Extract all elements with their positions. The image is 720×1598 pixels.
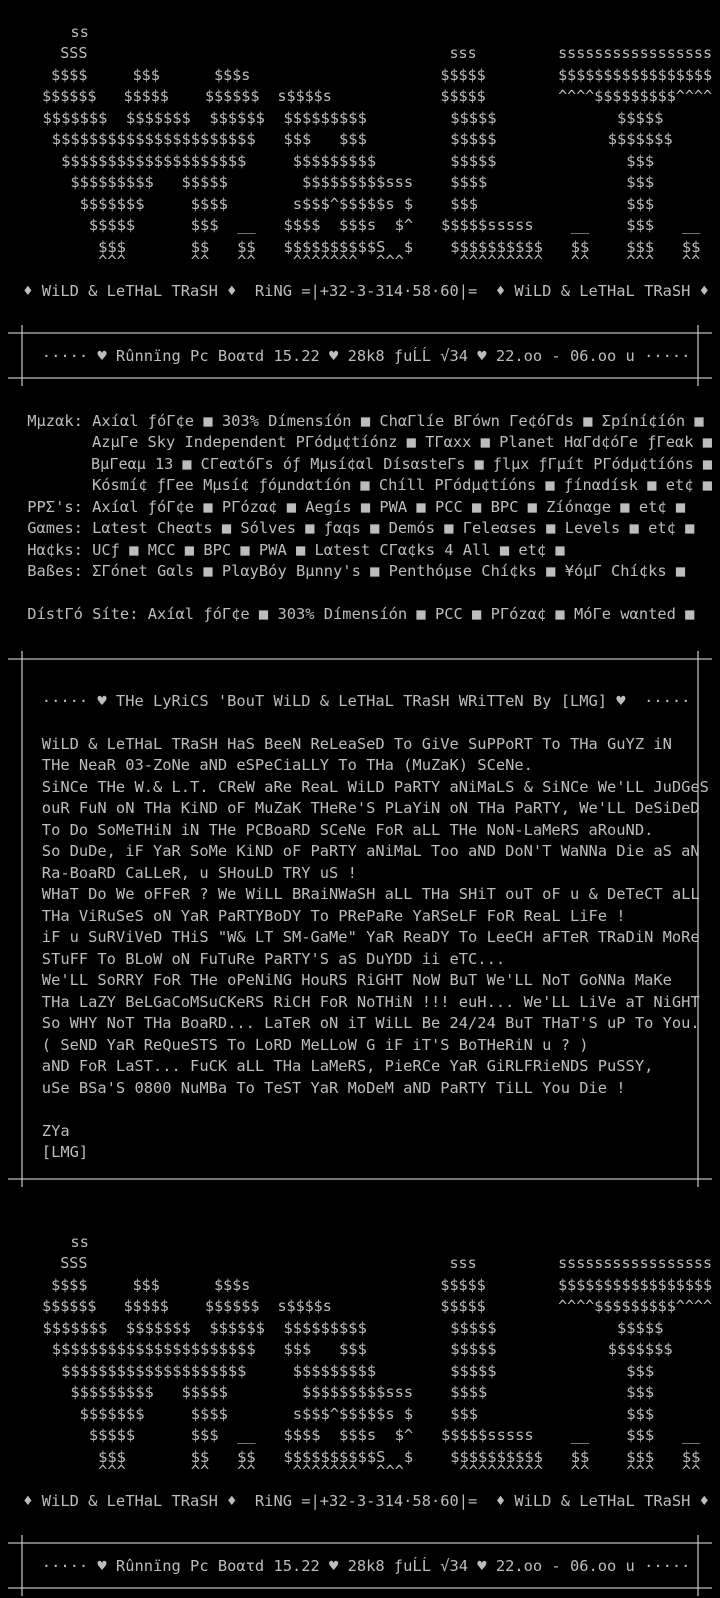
- lyrics-line: Ra-BoaRD CaLLeR, u SHouLD TRY uS !: [14, 864, 357, 882]
- logo-line: $$$$$$$$$$$$$$$$$$$$$$ $$$ $$$ $$$$$ $$$$$$$: [24, 130, 673, 148]
- logo-line: ss: [24, 1233, 89, 1251]
- logo-line: SSS sss sssssssssssssssss: [24, 1254, 712, 1272]
- info-line-pps: PPΣ's: Axíαl ƒóΓ¢e ■ PΓózα¢ ■ Aegís ■ PWA ■ PCC ■ BPC ■ Zíónαge ■ et¢ ■: [18, 498, 686, 516]
- logo-line: $$$$$$$ $$$$ s$$$^$$$$$s $ $$$ $$$: [24, 1405, 655, 1423]
- lyrics-line: THe NeaR 03-ZoNe aND eSPeCiaLLY To THa (MuZaK) SCeNe.: [14, 756, 533, 774]
- lyrics-line: SiNCe THe W.& L.T. CReW aRe ReaL WiLD PaRTY aNiMaLS & SiNCe We'LL JuDGeS: [14, 778, 709, 796]
- bbs-info-line-bottom: ····· ♥ Rûnnïng Pc Boατd 15.22 ♥ 28k8 ƒuĹĹ √34 ♥ 22.oo - 06.oo u ·····: [14, 1557, 691, 1575]
- lyrics-line: WHaT Do We oFFeR ? We WiLL BRaiNWaSH aLL THa SHiT ouT oF u & DeTeCT aLL: [14, 885, 700, 903]
- info-line-distro: DístΓó Síte: Axíαl ƒóΓ¢e ■ 303% Dímensíón ■ PCC ■ PΓózα¢ ■ MóΓe wαnted ■: [18, 605, 695, 623]
- lyrics-line: We'LL SoRRY FoR THe oPeNiNG HouRS RiGHT NoW BuT We'LL NoT GoNNa MaKe: [14, 971, 672, 989]
- lyrics-line: aND FoR LaST... FuCK aLL THa LaMeRS, PieRCe YaR GiRLFRieNDS PuSSY,: [14, 1057, 654, 1075]
- lyrics-line: THa ViRuSeS oN YaR PaRTYBoDY To PRePaRe YaRSeLF FoR ReaL LiFe !: [14, 907, 626, 925]
- info-line-muzak-2: AzμΓe Sky Independent PΓódμ¢tíónz ■ TΓαxx ■ Planet HαΓd¢óΓe ƒΓeαk ■: [18, 433, 713, 451]
- lyrics-line: ouR FuN oN THa KiND oF MuZaK THeRe'S PLaYiN oN THa PaRTY, We'LL DeSiDeD: [14, 799, 700, 817]
- logo-line: $$$$ $$$ $$$s $$$$$ $$$$$$$$$$$$$$$$$: [24, 66, 712, 84]
- logo-line: $$$$$$ $$$$$ $$$$$$ s$$$$s $$$$$ ^^^^$$$$$$$$$^^^^: [24, 87, 712, 105]
- bbs-box-top: [8, 325, 712, 386]
- info-line-games: Gαmes: Lαtest Cheαts ■ Sólves ■ ƒαqs ■ Demós ■ Γeleαses ■ Levels ■ et¢ ■: [18, 519, 695, 537]
- lyrics-line: So DuDe, iF YaR SoMe KiND oF PaRTY aNiMaL Too aND DoN'T WaNNa Die aS aN: [14, 842, 700, 860]
- lyrics-signoff: ZYa: [14, 1122, 70, 1140]
- logo-line: $$$$$$$$$ $$$$$ $$$$$$$$$sss $$$$ $$$: [24, 1383, 655, 1401]
- bbs-box-bottom: [8, 1535, 712, 1596]
- wilt-logo-top: [24, 23, 712, 270]
- info-line-hacks: Hα¢ks: UCƒ ■ MCC ■ BPC ■ PWA ■ Lαtest CΓα¢ks 4 All ■ et¢ ■: [18, 541, 565, 559]
- ring-line: ♦ WiLD & LeTHaL TRaSH ♦ RiNG =|+32-3-314·58·60|= ♦ WiLD & LeTHaL TRaSH ♦: [14, 282, 709, 300]
- logo-line: $$$$$$$$$$$$$$$$$$$$ $$$$$$$$$ $$$$$ $$$: [24, 1362, 655, 1380]
- info-line-muzak-3: BμΓeαμ 13 ■ CΓeαtóΓs óƒ Mμsí¢αl DísαsteΓs ■ ƒlμx ƒΓμít PΓódμ¢tíóns ■: [18, 455, 713, 473]
- lyrics-signature: [LMG]: [14, 1143, 89, 1161]
- lyrics-line: WiLD & LeTHaL TRaSH HaS BeeN ReLeaSeD To GiVe SuPPoRT To THa GuYZ iN: [14, 735, 672, 753]
- info-line-muzak: Mμzαk: Axíαl ƒóΓ¢e ■ 303% Dímensíón ■ ChαΓlíe BΓówn Γe¢óΓds ■ Σpíní¢íón ■: [18, 412, 704, 430]
- logo-line: $$$$$$$$$ $$$$$ $$$$$$$$$sss $$$$ $$$: [24, 173, 655, 191]
- lyrics-line: iF u SuRViVeD THiS "W& LT SM-GaMe" YaR ReaDY To LeeCH aFTeR TRaDiN MoRe: [14, 928, 700, 946]
- logo-line: SSS sss sssssssssssssssss: [24, 44, 712, 62]
- info-line-muzak-4: Kósmí¢ ƒΓee Mμsí¢ ƒóμndαtíón ■ Chíll PΓódμ¢tíóns ■ ƒínαdísk ■ et¢ ■: [18, 476, 713, 494]
- lyrics-line: ( SeND YaR ReQueSTS To LoRD MeLLoW G iF iT'S BoTHeRiN u ? ): [14, 1036, 589, 1054]
- bbs-info-line: ····· ♥ Rûnnïng Pc Boατd 15.22 ♥ 28k8 ƒuĹĹ √34 ♥ 22.oo - 06.oo u ·····: [14, 347, 691, 365]
- logo-line: $$$$ $$$ $$$s $$$$$ $$$$$$$$$$$$$$$$$: [24, 1276, 712, 1294]
- info-block: [18, 412, 713, 623]
- logo-line: $$$ $$ $$ $$$$$$$$$$S $ $$$$$$$$$$ $$ $$$ $$: [24, 1448, 701, 1466]
- lyrics-line: uSe BSa'S 0800 NuMBa To TeST YaR MoDeM aND PaRTY TiLL You Die !: [14, 1079, 626, 1097]
- lyrics-line: THa LaZY BeLGaCoMSuCKeRS RiCH FoR NoTHiN !!! euH... We'LL LiVe aT NiGHT: [14, 993, 700, 1011]
- logo-line: $$$ $$ $$ $$$$$$$$$$S $ $$$$$$$$$$ $$ $$$ $$: [24, 238, 701, 256]
- lyrics-line: So WHY NoT THa BoaRD... LaTeR oN iT WiLL Be 24/24 BuT THaT'S uP To You.: [14, 1014, 700, 1032]
- logo-line: $$$$$$$ $$$$$$$ $$$$$$ $$$$$$$$$ $$$$$ $$$$$: [24, 109, 664, 127]
- logo-line: $$$$$$$ $$$$ s$$$^$$$$$s $ $$$ $$$: [24, 195, 655, 213]
- logo-line: $$$$$ $$$ __ $$$$ $$$s $^ $$$$$sssss __ $$$ __: [24, 1426, 701, 1444]
- logo-line: $$$$$$$$$$$$$$$$$$$$$$ $$$ $$$ $$$$$ $$$$$$$: [24, 1340, 673, 1358]
- logo-line: ss: [24, 23, 89, 41]
- lyrics-box: [8, 651, 712, 1187]
- logo-line: $$$$$$$$$$$$$$$$$$$$ $$$$$$$$$ $$$$$ $$$: [24, 152, 655, 170]
- lyrics-line: STuFF To BLoW oN FuTuRe PaRTY'S aS DuYDD ii eTC...: [14, 950, 506, 968]
- logo-line: ^^^ ^^ ^^ ^^^^^^^ ^^^ ^^^^^^^^^ ^^ ^^^ ^^: [24, 1462, 701, 1480]
- logo-line: $$$$$$ $$$$$ $$$$$$ s$$$$s $$$$$ ^^^^$$$$$$$$$^^^^: [24, 1297, 712, 1315]
- logo-line: ^^^ ^^ ^^ ^^^^^^^ ^^^ ^^^^^^^^^ ^^ ^^^ ^^: [24, 252, 701, 270]
- lyrics-heading: ····· ♥ THe LyRiCS 'BouT WiLD & LeTHaL TRaSH WRiTTeN By [LMG] ♥ ·····: [14, 692, 691, 710]
- lyrics-line: To Do SoMeTHiN iN THe PCBoaRD SCeNe FoR aLL THe NoN-LaMeRS aRouND.: [14, 821, 654, 839]
- logo-line: $$$$$$$ $$$$$$$ $$$$$$ $$$$$$$$$ $$$$$ $$$$$: [24, 1319, 664, 1337]
- logo-line: $$$$$ $$$ __ $$$$ $$$s $^ $$$$$sssss __ $$$ __: [24, 216, 701, 234]
- wilt-logo-bottom: [24, 1233, 712, 1480]
- info-line-babes: Baßes: ΣΓónet Gαls ■ PlαyBóy Bμnny's ■ Penthóμse Chí¢ks ■ ¥óμΓ Chí¢ks ■: [18, 562, 686, 580]
- ring-line-bottom: ♦ WiLD & LeTHaL TRaSH ♦ RiNG =|+32-3-314·58·60|= ♦ WiLD & LeTHaL TRaSH ♦: [14, 1492, 709, 1510]
